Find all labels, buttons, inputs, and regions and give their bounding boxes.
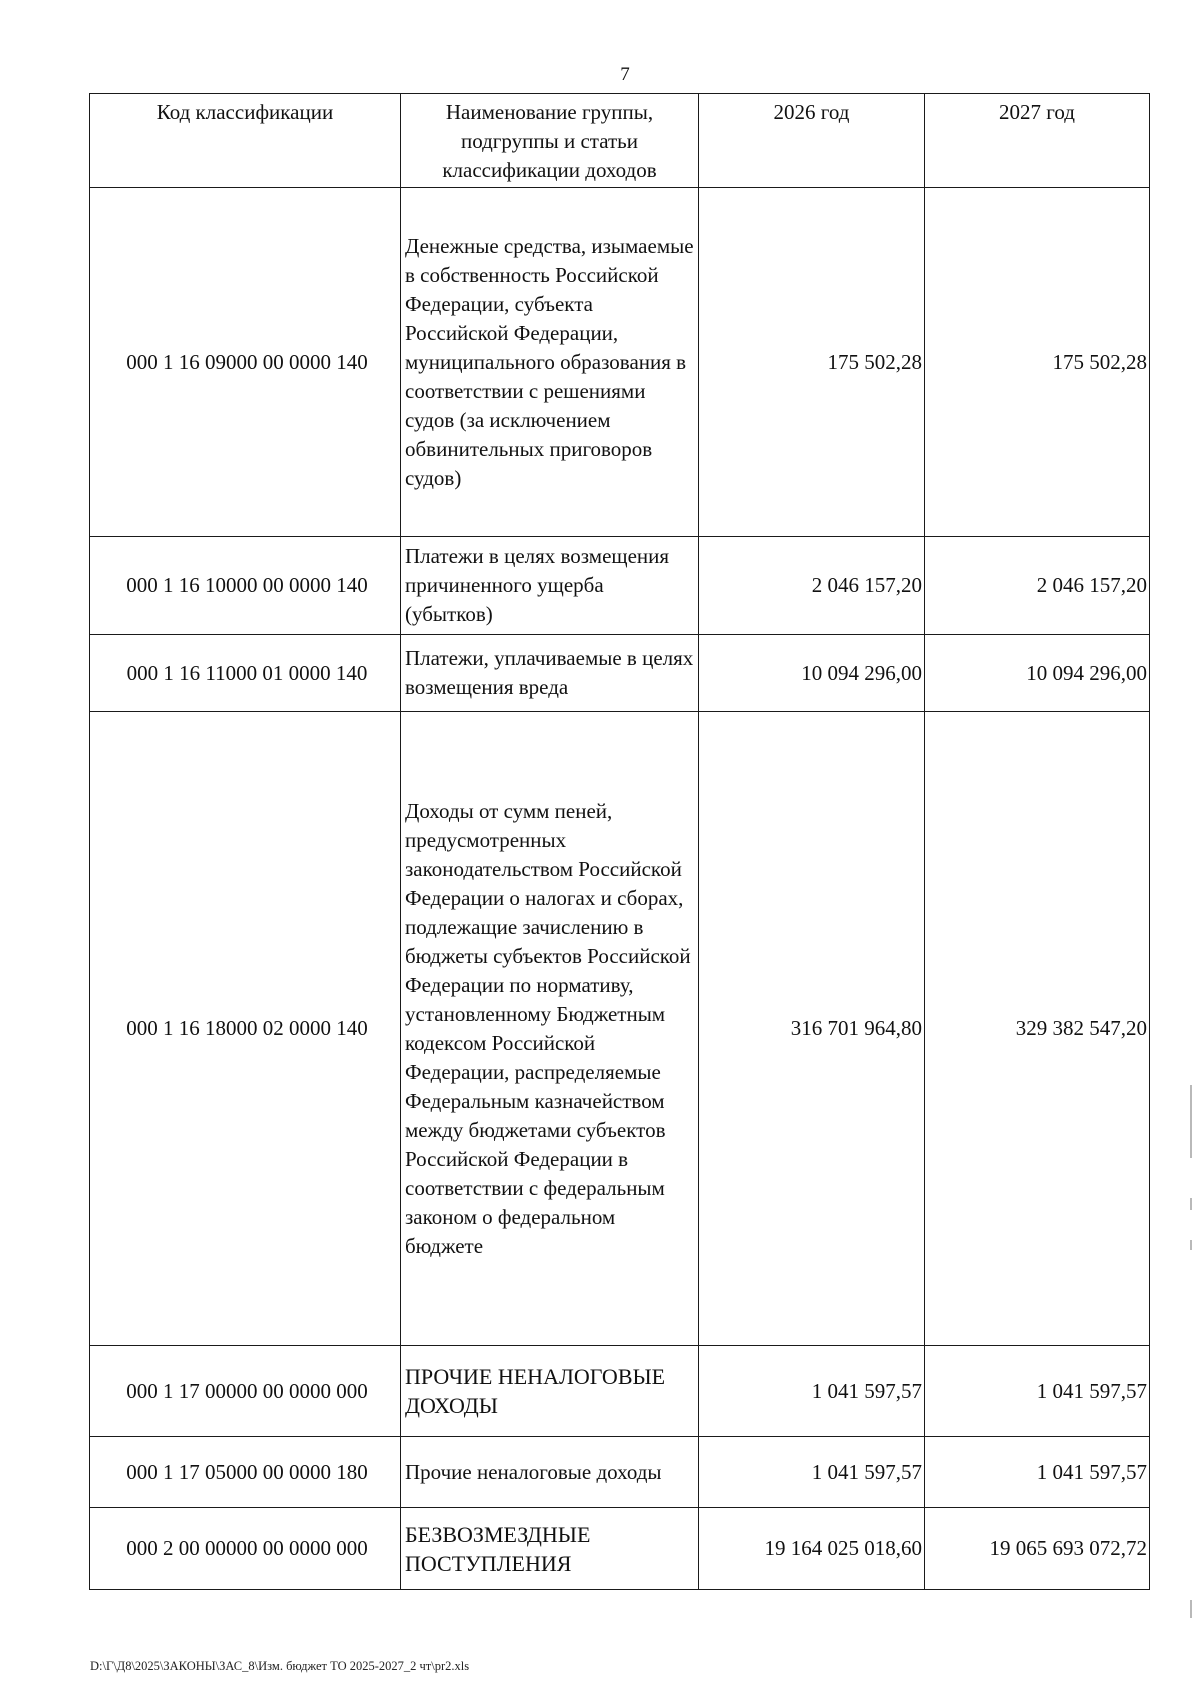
table-header-row [90, 94, 1150, 188]
revenue-table [89, 93, 1150, 1590]
row-value-2027: 329 382 547,20 [925, 712, 1150, 1346]
row-code: 000 1 17 05000 00 0000 180 [90, 1437, 401, 1508]
header-code: Код классификации [90, 94, 401, 188]
row-value-2026: 1 041 597,57 [699, 1437, 925, 1508]
row-value-2026: 10 094 296,00 [699, 635, 925, 712]
scan-edge-mark [1190, 1600, 1192, 1618]
footer-file-path: D:\Г\Д8\2025\ЗАКОНЫ\ЗАС_8\Изм. бюджет ТО 2025-2027_2 чт\pr2.xls [90, 1659, 470, 1673]
row-code: 000 2 00 00000 00 0000 000 [90, 1508, 401, 1590]
table-row [90, 1437, 1150, 1508]
table-row [90, 712, 1150, 1346]
row-value-2027: 19 065 693 072,72 [925, 1508, 1150, 1590]
header-name: Наименование группы, подгруппы и статьи классификации доходов [401, 94, 699, 188]
scan-edge-mark [1190, 1198, 1192, 1210]
scan-edge-mark [1190, 1085, 1192, 1145]
page-number: 7 [620, 64, 630, 85]
row-code: 000 1 16 10000 00 0000 140 [90, 537, 401, 635]
row-value-2027: 1 041 597,57 [925, 1346, 1150, 1437]
header-year-2027: 2027 год [925, 94, 1150, 188]
row-code: 000 1 16 18000 02 0000 140 [90, 712, 401, 1346]
row-value-2027: 10 094 296,00 [925, 635, 1150, 712]
row-value-2027: 1 041 597,57 [925, 1437, 1150, 1508]
row-value-2026: 175 502,28 [699, 188, 925, 537]
header-year-2026: 2026 год [699, 94, 925, 188]
row-value-2027: 2 046 157,20 [925, 537, 1150, 635]
row-name: Доходы от сумм пеней, предусмотренных законодательством Российской Федерации о налогах и сборах, подлежащие зачислению в бюджеты субъектов Российской Федерации по нормативу, установленному Бюджетным кодексом Российской Федерации, распределяемые Федеральным казначейством между бюджетами субъектов Российской Федерации в соответствии с федеральным законом о федеральном бюджете [401, 712, 699, 1346]
row-code: 000 1 17 00000 00 0000 000 [90, 1346, 401, 1437]
scan-edge-mark [1190, 1240, 1192, 1250]
row-name: ПРОЧИЕ НЕНАЛОГОВЫЕ ДОХОДЫ [401, 1346, 699, 1437]
table-row [90, 537, 1150, 635]
row-name: Денежные средства, изымаемые в собственность Российской Федерации, субъекта Российской Федерации, муниципального образования в соответствии с решениями судов (за исключением обвинительных приговоров судов) [401, 188, 699, 537]
row-name: Прочие неналоговые доходы [401, 1437, 699, 1508]
row-name: Платежи в целях возмещения причиненного ущерба (убытков) [401, 537, 699, 635]
table-row [90, 635, 1150, 712]
row-value-2026: 1 041 597,57 [699, 1346, 925, 1437]
row-value-2027: 175 502,28 [925, 188, 1150, 537]
row-value-2026: 316 701 964,80 [699, 712, 925, 1346]
row-name: БЕЗВОЗМЕЗДНЫЕ ПОСТУПЛЕНИЯ [401, 1508, 699, 1590]
row-value-2026: 19 164 025 018,60 [699, 1508, 925, 1590]
scan-edge-mark [1190, 1140, 1192, 1158]
table-row [90, 1346, 1150, 1437]
row-value-2026: 2 046 157,20 [699, 537, 925, 635]
row-code: 000 1 16 11000 01 0000 140 [90, 635, 401, 712]
row-name: Платежи, уплачиваемые в целях возмещения вреда [401, 635, 699, 712]
table-row [90, 1508, 1150, 1590]
row-code: 000 1 16 09000 00 0000 140 [90, 188, 401, 537]
table-row [90, 188, 1150, 537]
